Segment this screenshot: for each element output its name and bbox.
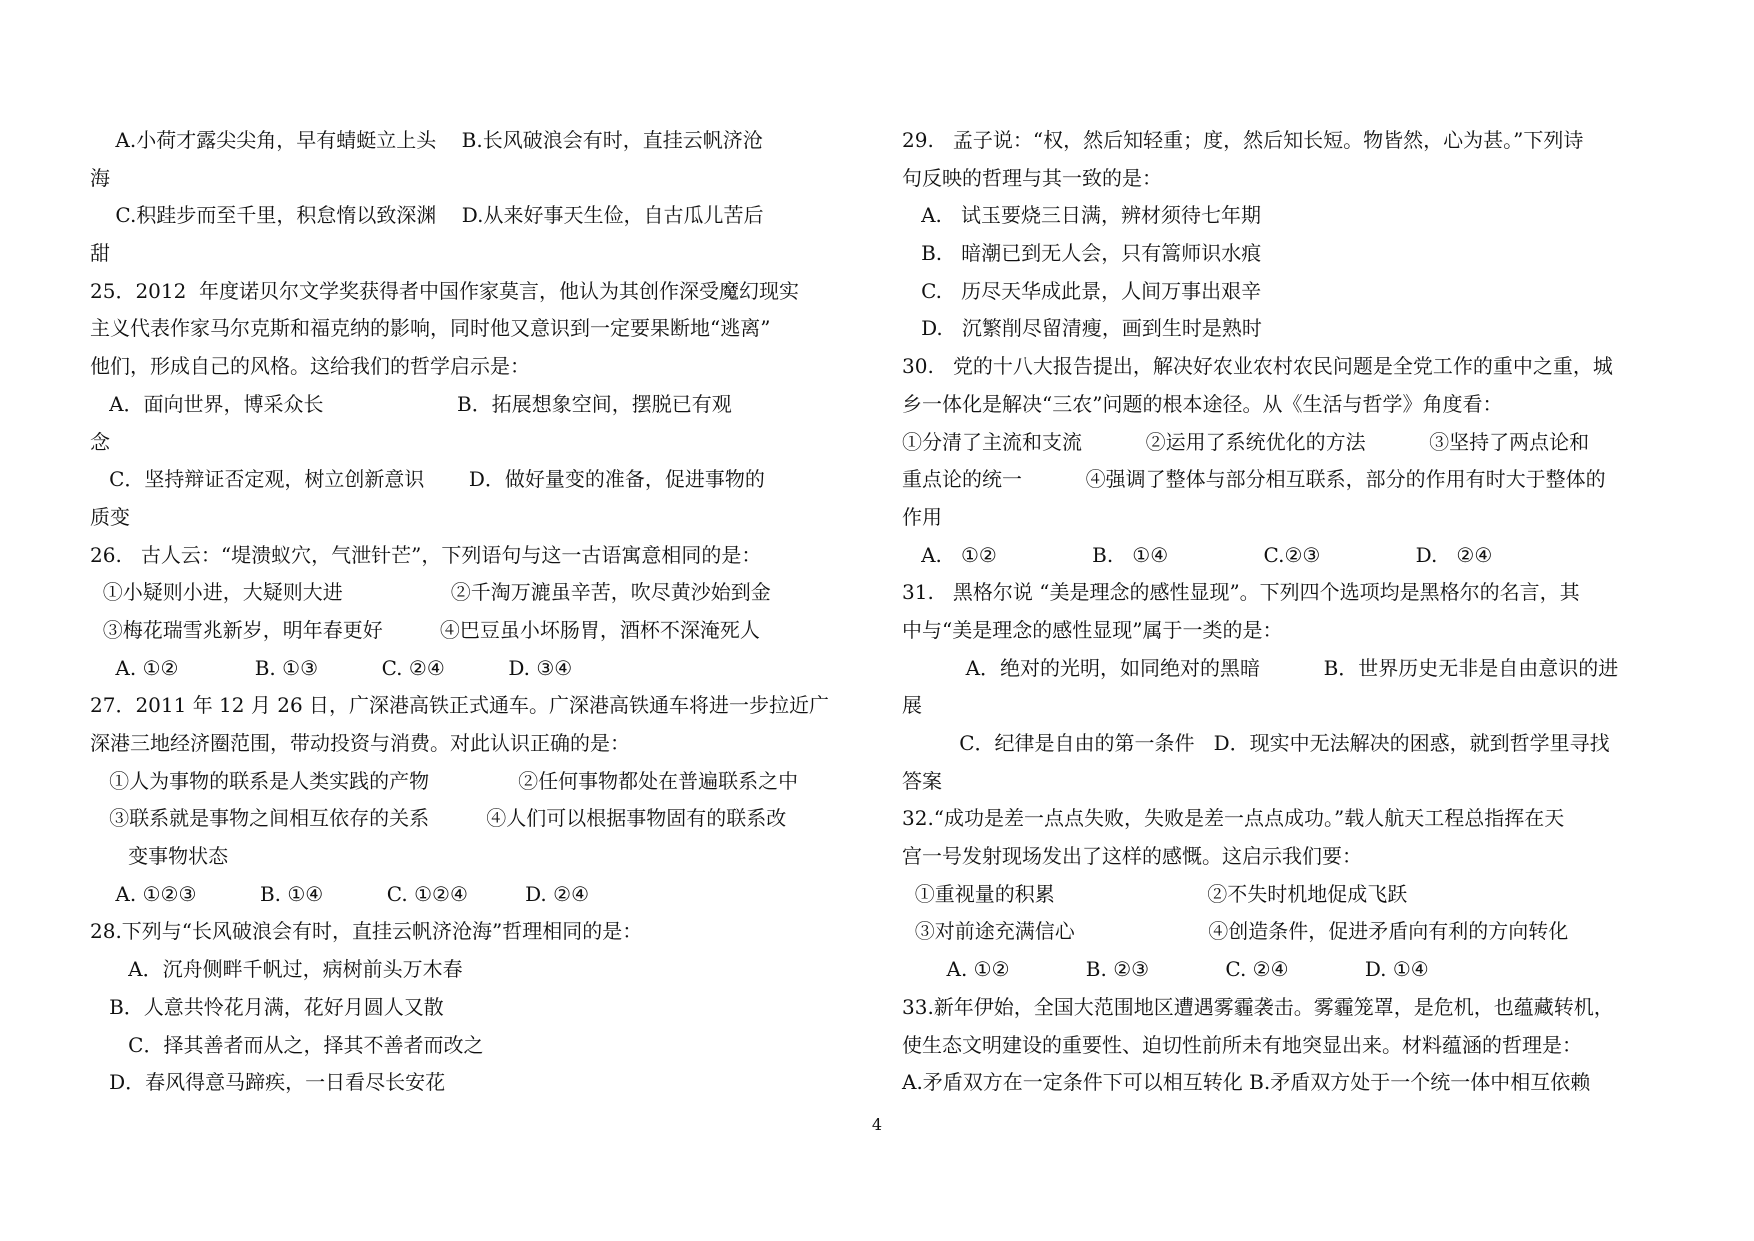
text-line: C．坚持辩证否定观，树立创新意识 D．做好量变的准备，促进事物的 (90, 467, 765, 492)
text-line: 他们，形成自己的风格。这给我们的哲学启示是： (90, 354, 530, 379)
text-line: A.矛盾双方在一定条件下可以相互转化 B.矛盾双方处于一个统一体中相互依赖 (902, 1070, 1591, 1095)
text-line: A．绝对的光明，如同绝对的黑暗 B．世界历史无非是自由意识的进 (902, 655, 1619, 680)
text-line: B．人意共怜花月满，花好月圆人又散 (90, 994, 444, 1019)
text-line: A. 试玉要烧三日满，辨材须待七年期 (902, 203, 1261, 228)
text-line: A．面向世界，博采众长 B．拓展想象空间，摆脱已有观 (90, 391, 732, 416)
text-line: 32.“成功是差一点点失败，失败是差一点点成功。”载人航天工程总指挥在天 (902, 806, 1565, 831)
text-line: 27．2011 年 12 月 26 日，广深港高铁正式通车。广深港高铁通车将进一步拉近广 (90, 693, 830, 718)
text-line: 25．2012 年度诺贝尔文学奖获得者中国作家莫言，他认为其创作深受魔幻现实 (90, 278, 800, 303)
text-line: ③联系就是事物之间相互依存的关系 ④人们可以根据事物固有的联系改 (90, 806, 787, 831)
text-line: 展 (902, 693, 922, 718)
right-column (902, 122, 1682, 1102)
text-line: 答案 (902, 768, 942, 793)
text-line: ③梅花瑞雪兆新岁，明年春更好 ④巴豆虽小坏肠胃，酒杯不深淹死人 (90, 617, 760, 642)
text-line: B. 暗潮已到无人会，只有篙师识水痕 (902, 241, 1262, 266)
text-line: C.积跬步而至千里，积怠惰以致深渊 D.从来好事天生俭，自古瓜儿苦后 (90, 203, 764, 228)
text-line: ③对前途充满信心 ④创造条件，促进矛盾向有利的方向转化 (902, 919, 1569, 944)
text-line: ①分清了主流和支流 ②运用了系统优化的方法 ③坚持了两点论和 (902, 429, 1590, 454)
text-line: 句反映的哲理与其一致的是： (902, 165, 1162, 190)
text-line: 甜 (90, 241, 110, 266)
text-line: 28.下列与“长风破浪会有时，直挂云帆济沧海”哲理相同的是： (90, 919, 643, 944)
text-line: C. 历尽天华成此景，人间万事出艰辛 (902, 278, 1262, 303)
text-line: 29. 孟子说：“权，然后知轻重；度，然后知长短。物皆然，心为甚。”下列诗 (902, 128, 1584, 152)
text-line: 33.新年伊始，全国大范围地区遭遇雾霾袭击。雾霾笼罩，是危机，也蕴藏转机， (902, 994, 1614, 1019)
text-line: C．纪律是自由的第一条件 D．现实中无法解决的困惑，就到哲学里寻找 (902, 731, 1610, 755)
text-line: 念 (90, 429, 110, 454)
page-number: 4 (871, 1115, 883, 1134)
text-line: 31. 黑格尔说 “美是理念的感性显现”。下列四个选项均是黑格尔的名言，其 (902, 580, 1580, 605)
text-line: A．沉舟侧畔千帆过，病树前头万木春 (90, 957, 463, 982)
text-line: 质变 (90, 504, 130, 529)
text-line: D. 沉繁削尽留清瘦，画到生时是熟时 (902, 316, 1262, 341)
text-line: 作用 (902, 504, 942, 529)
text-line: 乡一体化是解决“三农”问题的根本途径。从《生活与哲学》角度看： (902, 391, 1503, 416)
text-line: D．春风得意马蹄疾，一日看尽长安花 (90, 1070, 446, 1095)
text-line: 海 (90, 165, 110, 190)
text-line: 主义代表作家马尔克斯和福克纳的影响，同时他又意识到一定要果断地“逃离” (90, 316, 771, 341)
text-line: ①人为事物的联系是人类实践的产物 ②任何事物都处在普遍联系之中 (90, 768, 799, 793)
text-line: ①重视量的积累 ②不失时机地促成飞跃 (902, 881, 1408, 906)
text-line: A.小荷才露尖尖角，早有蜻蜓立上头 B.长风破浪会有时，直挂云帆济沧 (90, 128, 763, 152)
text-line: 变事物状态 (90, 844, 229, 869)
text-line: 深港三地经济圈范围，带动投资与消费。对此认识正确的是： (90, 731, 630, 755)
text-line: C．择其善者而从之，择其不善者而改之 (90, 1032, 484, 1057)
text-line: A. ①② B. ①④ C.②③ D. ②④ (902, 542, 1493, 567)
text-line: 中与“美是理念的感性显现”属于一类的是： (902, 617, 1283, 642)
text-line: 30. 党的十八大报告提出，解决好农业农村农民问题是全党工作的重中之重，城 (902, 354, 1613, 379)
text-line: ①小疑则小进，大疑则大进 ②千淘万漉虽辛苦，吹尽黄沙始到金 (90, 580, 771, 605)
text-line: 26. 古人云：“堤溃蚁穴，气泄针芒”，下列语句与这一古语寓意相同的是： (90, 542, 762, 567)
text-line: 重点论的统一 ④强调了整体与部分相互联系，部分的作用有时大于整体的 (902, 467, 1606, 492)
text-line: 使生态文明建设的重要性、迫切性前所未有地突显出来。材料蕴涵的哲理是： (902, 1032, 1582, 1057)
text-line: A. ①② B. ②③ C. ②④ D. ①④ (902, 957, 1429, 982)
text-line: A. ①② B. ①③ C. ②④ D. ③④ (90, 655, 573, 680)
text-line: A. ①②③ B. ①④ C. ①②④ D. ②④ (90, 881, 590, 906)
left-column (90, 122, 860, 1102)
text-line: 宫一号发射现场发出了这样的感慨。这启示我们要： (902, 844, 1362, 869)
